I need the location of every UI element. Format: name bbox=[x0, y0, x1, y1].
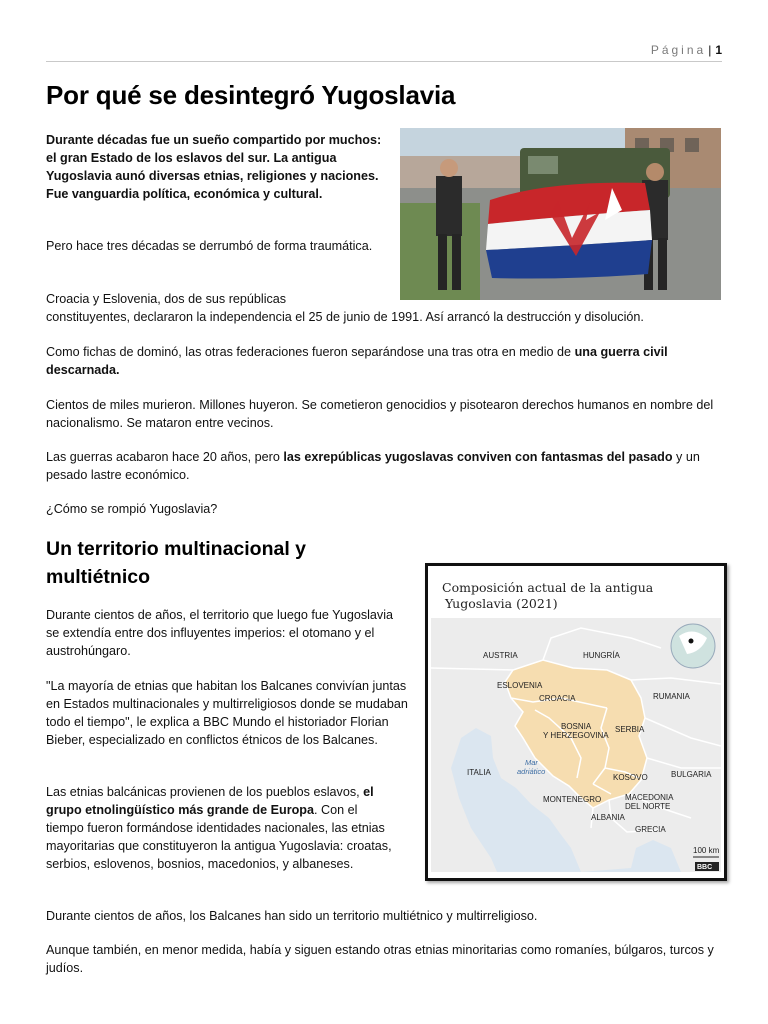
page-word: Página bbox=[650, 43, 707, 57]
label-italia: ITALIA bbox=[467, 768, 491, 777]
paragraph-independence-line1: Croacia y Eslovenia, dos de sus repúblicas bbox=[46, 292, 287, 306]
wars-end: y un pesado lastre económico. bbox=[46, 450, 700, 482]
label-grecia: GRECIA bbox=[635, 825, 666, 834]
label-serbia: SERBIA bbox=[615, 725, 645, 734]
paragraph-quote-bieber: "La mayoría de etnias que habitan los Balcanes convivían juntas en Estados multinacionales y multirreligiosos donde se mudaban todo el tiempo", le explica a BBC Mundo el historiador Florian Bieber, especializado en conflictos étnicos de los Balcanes. bbox=[46, 679, 408, 747]
page-title: Por qué se desintegró Yugoslavia bbox=[46, 80, 456, 110]
paragraph-collapse: Pero hace tres décadas se derrumbó de forma traumática. bbox=[46, 239, 373, 253]
yugoslavia-map bbox=[425, 563, 727, 881]
scale-label: 100 km bbox=[693, 846, 720, 855]
paragraph-domino bbox=[46, 343, 722, 379]
paragraph-wars-ended bbox=[46, 448, 722, 484]
label-albania: ALBANIA bbox=[591, 813, 625, 822]
page-header bbox=[46, 43, 722, 57]
paragraph-independence-line2: constituyentes, declararon la independencia el 25 de junio de 1991. Así arrancó la destrucción y disolución. bbox=[46, 310, 644, 324]
label-sea-line1: Mar bbox=[525, 758, 538, 767]
page-separator: | bbox=[708, 43, 712, 57]
label-macedonia-line1: MACEDONIA bbox=[625, 793, 674, 802]
section-heading: Un territorio multinacional y multiétnico bbox=[46, 538, 307, 588]
paragraph-multiethnic: Durante cientos de años, los Balcanes han sido un territorio multiétnico y multirreligioso. bbox=[46, 909, 538, 923]
label-bosnia-line1: BOSNIA bbox=[561, 722, 592, 731]
label-bulgaria: BULGARIA bbox=[671, 770, 712, 779]
header-divider bbox=[46, 61, 722, 62]
photo-illustration bbox=[400, 128, 721, 300]
label-hungria: HUNGRÍA bbox=[583, 651, 620, 660]
label-croacia: CROACIA bbox=[539, 694, 576, 703]
label-rumania: RUMANIA bbox=[653, 692, 690, 701]
label-bosnia-line2: Y HERZEGOVINA bbox=[543, 731, 609, 740]
bbc-logo-text: BBC bbox=[697, 864, 713, 871]
domino-text: Como fichas de dominó, las otras federaciones fueron separándose una tras otra en medio de bbox=[46, 345, 575, 359]
soldiers-with-flag-photo bbox=[400, 128, 721, 300]
map-drawing bbox=[431, 618, 721, 872]
paragraph-deaths: Cientos de miles murieron. Millones huyeron. Se cometieron genocidios y pisotearon derechos humanos en nombre del nacionalismo. Se mataron entre vecinos. bbox=[46, 398, 714, 430]
label-macedonia-line2: DEL NORTE bbox=[625, 802, 671, 811]
paragraph-question: ¿Cómo se rompió Yugoslavia? bbox=[46, 502, 218, 516]
wars-text: Las guerras acabaron hace 20 años, pero bbox=[46, 450, 284, 464]
label-sea-line2: adriático bbox=[517, 767, 546, 776]
ethnic-end: . Con el tiempo fueron formándose identidades nacionales, las etnias mayoritarias que constituyeron la antigua Yugoslavia: croatas, serbios, eslovenos, bosnios, macedonios, y albaneses. bbox=[46, 803, 392, 871]
map-title-line2: Yugoslavia (2021) bbox=[445, 596, 558, 611]
globe-marker bbox=[689, 639, 694, 644]
wars-bold: las exrepúblicas yugoslavas conviven con fantasmas del pasado bbox=[283, 450, 673, 464]
domino-bold: una guerra civil descarnada. bbox=[46, 345, 668, 377]
map-title-line1: Composición actual de la antigua bbox=[442, 580, 654, 595]
ethnic-bold: el grupo etnolingüístico más grande de Europa bbox=[46, 785, 374, 817]
ethnic-text: Las etnias balcánicas provienen de los pueblos eslavos, bbox=[46, 785, 364, 799]
paragraph-empires: Durante cientos de años, el territorio que luego fue Yugoslavia se extendía entre dos influyentes imperios: el otomano y el austrohúngaro. bbox=[46, 608, 394, 658]
label-eslovenia: ESLOVENIA bbox=[497, 681, 543, 690]
intro-paragraph: Durante décadas fue un sueño compartido por muchos: el gran Estado de los eslavos del sur. La antigua Yugoslavia aunó diversas etnias, religiones y naciones. Fue vanguardia política, económica y cultural. bbox=[46, 133, 382, 201]
paragraph-ethnic-groups bbox=[46, 783, 398, 873]
map-title bbox=[442, 580, 722, 612]
label-kosovo: KOSOVO bbox=[613, 773, 648, 782]
label-austria: AUSTRIA bbox=[483, 651, 518, 660]
label-montenegro: MONTENEGRO bbox=[543, 795, 602, 804]
page-number: 1 bbox=[715, 43, 722, 57]
paragraph-minorities: Aunque también, en menor medida, había y siguen estando otras etnias minoritarias como romaníes, búlgaros, turcos y judíos. bbox=[46, 943, 714, 975]
